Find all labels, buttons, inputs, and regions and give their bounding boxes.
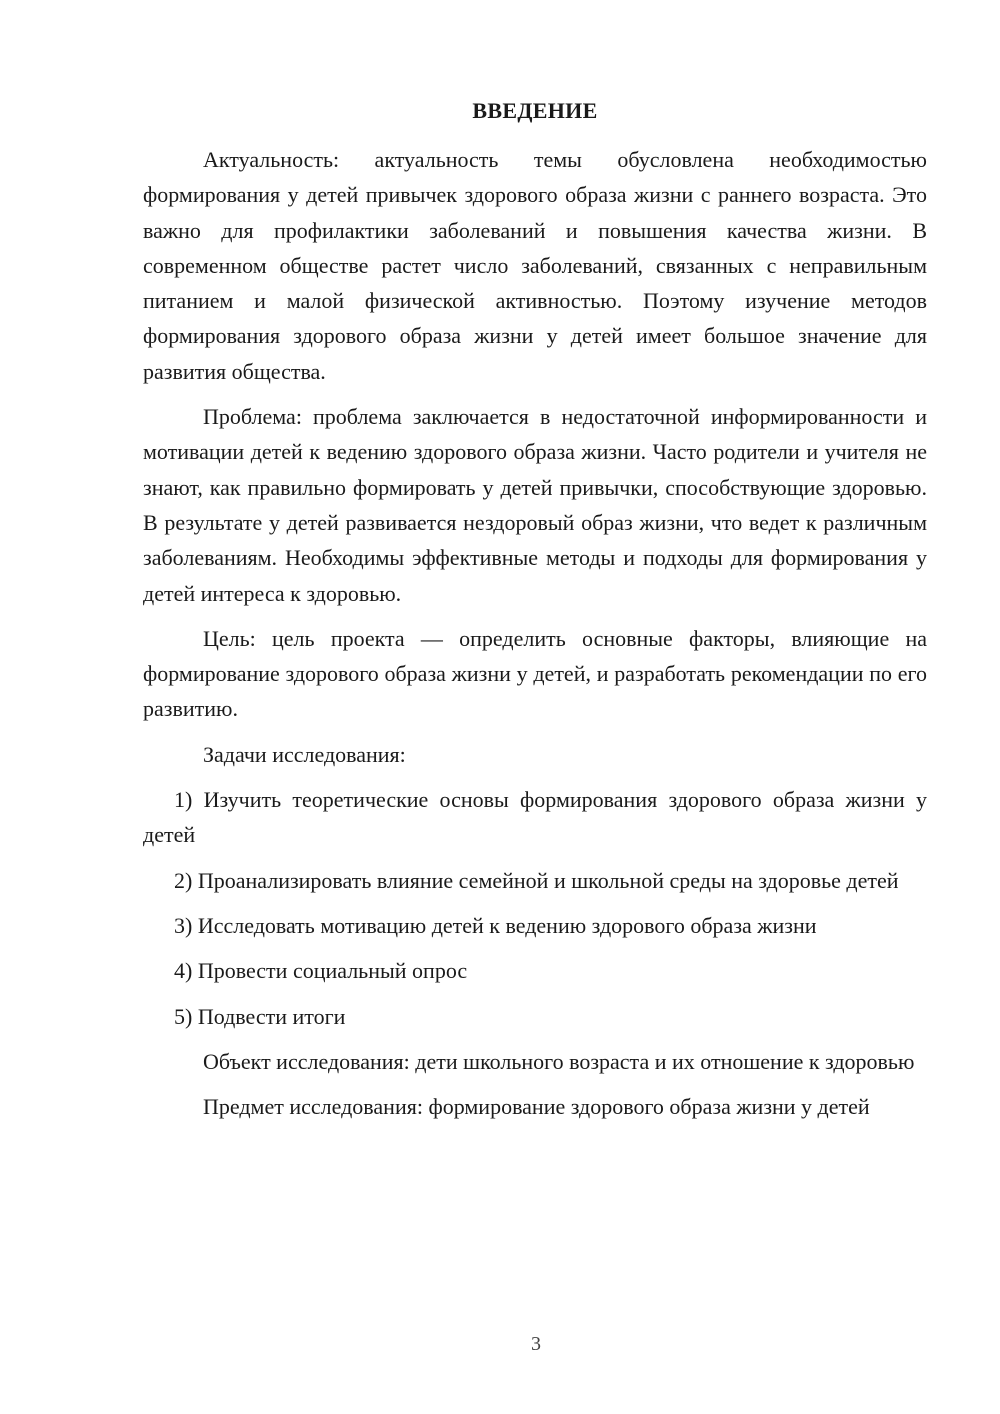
- paragraph-relevance: Актуальность: актуальность темы обусловлена необходимостью формирования у детей привычек здорового образа жизни с раннего возраста. Это важно для профилактики заболеваний и повышения качества жизни. В современном обществе растет число заболеваний, связанных с неправильным питанием и малой физической активностью. Поэтому изучение методов формирования здорового образа жизни у детей имеет большое значение для развития общества.: [143, 147, 927, 384]
- tasks-heading: Задачи исследования:: [203, 741, 406, 767]
- paragraph-object: Объект исследования: дети школьного возраста и их отношение к здоровью: [203, 1048, 915, 1074]
- task-item-4: 4) Провести социальный опрос: [174, 958, 468, 984]
- paragraph-subject: Предмет исследования: формирование здорового образа жизни у детей: [203, 1094, 870, 1120]
- paragraph-goal: Цель: цель проекта — определить основные факторы, влияющие на формирование здорового образа жизни у детей, и разработать рекомендации по его развитию.: [143, 625, 927, 722]
- task-item-2: 2) Проанализировать влияние семейной и школьной среды на здоровье детей: [174, 867, 899, 893]
- task-item-1: 1) Изучить теоретические основы формирования здорового образа жизни у детей: [143, 787, 927, 848]
- page-number: 3: [531, 1333, 541, 1355]
- page-content: [143, 96, 927, 1134]
- task-item-5: 5) Подвести итоги: [174, 1003, 346, 1029]
- section-title: ВВЕДЕНИЕ: [472, 98, 598, 123]
- paragraph-problem: Проблема: проблема заключается в недостаточной информированности и мотивации детей к ведению здорового образа жизни. Часто родители и учителя не знают, как правильно формировать у детей привычки, способствующие здоровью. В результате у детей развивается нездоровый образ жизни, что ведет к различным заболеваниям. Необходимы эффективные методы и подходы для формирования у детей интереса к здоровью.: [143, 404, 927, 606]
- task-item-3: 3) Исследовать мотивацию детей к ведению здорового образа жизни: [174, 912, 817, 938]
